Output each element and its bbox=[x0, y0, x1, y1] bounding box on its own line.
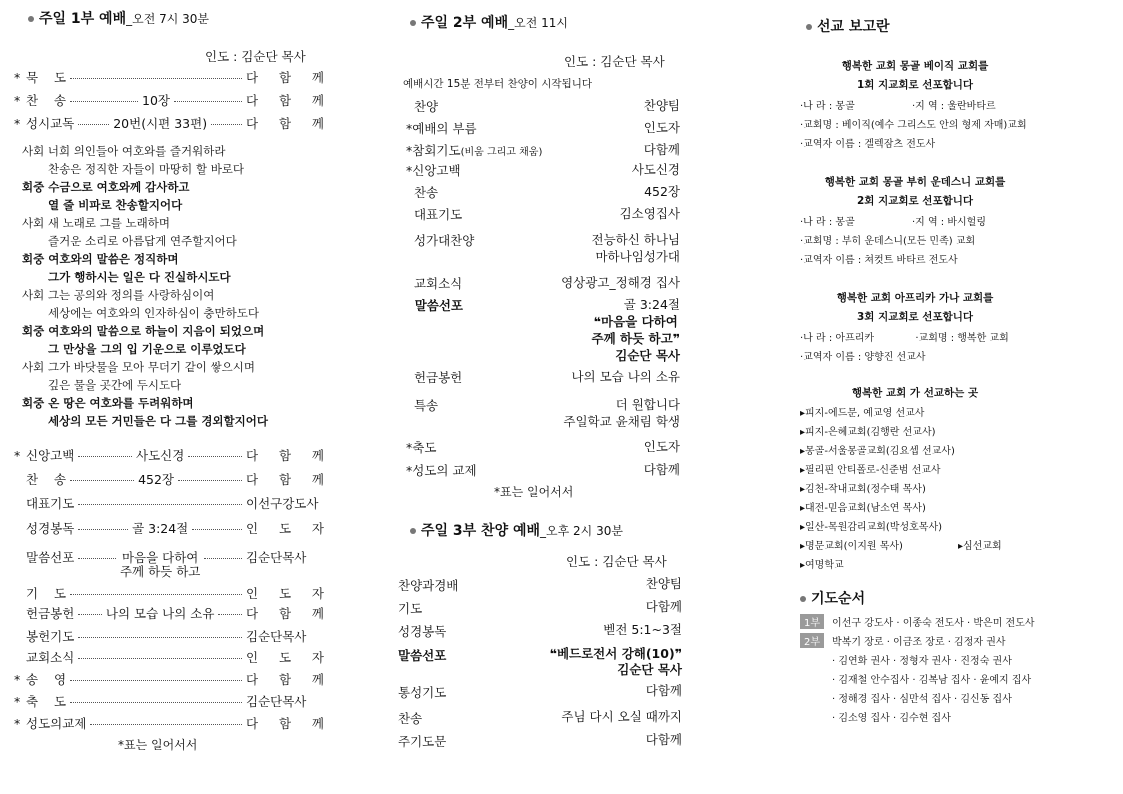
item-label: 말씀선포 bbox=[26, 550, 75, 565]
item-detail: 20번(시편 33편) bbox=[113, 116, 208, 131]
dot-leader bbox=[204, 558, 242, 559]
dot-leader bbox=[192, 529, 242, 530]
mission-block-head2: 2회 지교회로 선포합니다 bbox=[856, 195, 974, 207]
dot-leader bbox=[78, 614, 102, 615]
item-label: 교회소식 bbox=[26, 650, 75, 665]
detail-line: ❝마음을 다하여 bbox=[593, 314, 678, 329]
item-detail: 사도신경 bbox=[136, 448, 185, 463]
mission-list-item: ▸대전-믿음교회(남소연 목사) bbox=[800, 503, 926, 514]
item-sub: (비움 그리고 채움) bbox=[460, 147, 543, 158]
mission-block-line: ·나 라 : 몽골 ·지 역 : 울란바타르 bbox=[800, 101, 996, 112]
prayer-line bbox=[832, 652, 1012, 667]
service1-item bbox=[14, 68, 324, 86]
item-label: 찬 송 bbox=[26, 93, 67, 108]
item-label: 성경봉독 bbox=[398, 624, 447, 639]
item-label: 묵 도 bbox=[26, 70, 67, 85]
responsive-line: 깊은 물을 곳간에 두시도다 bbox=[48, 378, 182, 392]
item-label: *예배의 부름 bbox=[406, 121, 477, 136]
item-person: 다 함 께 bbox=[246, 116, 324, 131]
prayer-names: · 김연화 권사 · 정형자 권사 · 진정숙 권사 bbox=[832, 656, 1012, 667]
service2-footnote: *표는 일어서서 bbox=[494, 485, 574, 499]
dot-leader bbox=[211, 124, 242, 125]
detail-line: 골 3:24절 bbox=[623, 297, 680, 312]
stand-mark: * bbox=[14, 93, 21, 108]
service1-leader: 인도 : 김순단 목사 bbox=[205, 49, 306, 64]
detail-line: 주일학교 윤채림 학생 bbox=[563, 414, 680, 429]
mission-list-item: ▸필리핀 안티폴로-신준범 선교사 bbox=[800, 465, 941, 476]
responsive-line: 그가 행하시는 일은 다 진실하시도다 bbox=[48, 270, 231, 284]
item-detail bbox=[563, 396, 680, 430]
mission-list-item: ▸몽골-서울몽골교회(김요셉 선교사) bbox=[800, 446, 955, 457]
item-label: 성도의교제 bbox=[26, 716, 87, 731]
item-detail bbox=[644, 183, 680, 200]
mission-block-line: ·교역자 이름 : 쳐컷트 바타르 전도사 bbox=[800, 255, 958, 266]
prayer-names: · 정해경 집사 · 심만석 집사 · 김신동 집사 bbox=[832, 694, 1012, 705]
item-label: *참회기도(비움 그리고 채움) bbox=[406, 143, 543, 158]
item-label: 대표기도 bbox=[26, 496, 75, 511]
item-label: 신앙고백 bbox=[26, 448, 75, 463]
item-detail bbox=[644, 97, 680, 114]
detail-line: 다함께 bbox=[645, 683, 682, 698]
item-person: 다 함 께 bbox=[246, 93, 324, 108]
dot-leader bbox=[70, 702, 242, 703]
item-label: *신앙고백 bbox=[406, 163, 461, 178]
item-person: 김순단목사 bbox=[246, 550, 307, 565]
mission-block-head: 행복한 교회 아프리카 가나 교회를 bbox=[836, 292, 994, 304]
heading-time: _오전 7시 30분 bbox=[126, 12, 210, 26]
responsive-line: 회중 온 땅은 여호와를 두려워하며 bbox=[22, 396, 194, 410]
detail-line: 나의 모습 나의 소유 bbox=[571, 369, 680, 384]
item-person: 이선구강도사 bbox=[246, 496, 319, 511]
item-detail bbox=[592, 296, 681, 364]
responsive-line: 그 만상을 그의 입 기운으로 이루었도다 bbox=[48, 342, 246, 356]
item-label: 찬 송 bbox=[26, 472, 67, 487]
prayer-names: · 김소영 집사 · 김수현 집사 bbox=[832, 713, 951, 724]
responsive-line: 사회 그가 바닷물을 모아 무더기 같이 쌓으시며 bbox=[22, 360, 256, 374]
item-detail bbox=[620, 205, 680, 222]
item-label: 헌금봉헌 bbox=[406, 370, 463, 385]
item-person: 다 함 께 bbox=[246, 672, 324, 687]
item-detail: 10장 bbox=[142, 93, 171, 108]
detail-line: 찬양팀 bbox=[645, 576, 682, 591]
heading-title: 선교 보고란 bbox=[817, 19, 890, 35]
service1-item bbox=[14, 494, 324, 512]
prayer-names: 이선구 강도사 · 이종숙 전도사 · 박은미 전도사 bbox=[832, 618, 1035, 629]
dot-leader bbox=[78, 504, 242, 505]
service1-item bbox=[14, 670, 324, 688]
item-detail bbox=[644, 119, 680, 136]
detail-line: 사도신경 bbox=[631, 162, 680, 177]
item-detail bbox=[561, 709, 682, 725]
item-label: 교회소식 bbox=[406, 276, 463, 291]
item-label: 봉헌기도 bbox=[26, 629, 75, 644]
dot-leader bbox=[78, 658, 242, 659]
service1-item bbox=[14, 519, 324, 537]
service1-item bbox=[14, 692, 324, 710]
service2-note: 예배시간 15분 전부터 찬양이 시작됩니다 bbox=[403, 78, 592, 90]
item-person: 다 함 께 bbox=[246, 606, 324, 621]
dot-leader bbox=[70, 101, 138, 102]
item-detail: 골 3:24절 bbox=[132, 521, 189, 536]
item-detail bbox=[561, 274, 680, 291]
detail-line: 벧전 5:1~3절 bbox=[603, 622, 682, 637]
item-person: 다 함 께 bbox=[246, 70, 324, 85]
prayer-line bbox=[832, 690, 1012, 705]
service2-heading bbox=[410, 12, 568, 32]
item-label: *성도의 교제 bbox=[406, 463, 477, 478]
dot-leader bbox=[78, 637, 242, 638]
heading-time: _오후 2시 30분 bbox=[540, 524, 623, 538]
item-label: 특송 bbox=[406, 398, 439, 413]
stand-mark: * bbox=[14, 672, 21, 687]
dot-leader bbox=[188, 456, 242, 457]
detail-line: 다함께 bbox=[643, 462, 680, 477]
item-label: 기도 bbox=[398, 601, 423, 616]
dot-leader bbox=[78, 124, 109, 125]
mission-list-item: ▸피지-은혜교회(김행란 선교사) bbox=[800, 427, 936, 438]
item-detail bbox=[632, 161, 680, 178]
item-label: 말씀선포 bbox=[398, 648, 447, 663]
item-label: 찬송 bbox=[406, 185, 439, 200]
item-label: 찬양과경배 bbox=[398, 578, 459, 593]
dot-leader bbox=[78, 456, 132, 457]
heading-title: 주일 2부 예배 bbox=[421, 15, 509, 31]
detail-line: 인도자 bbox=[643, 439, 680, 454]
mission-list-item: ▸여명학교 bbox=[800, 560, 844, 571]
item-label: 성경봉독 bbox=[26, 521, 75, 536]
service1-heading bbox=[28, 8, 209, 28]
prayer-tag: 1부 bbox=[800, 614, 824, 629]
item-label: 대표기도 bbox=[406, 207, 463, 222]
detail-line: 다함께 bbox=[645, 732, 682, 747]
item-detail bbox=[644, 461, 680, 478]
dot-leader bbox=[78, 558, 116, 559]
item-person: 다 함 께 bbox=[246, 716, 324, 731]
item-label: *축도 bbox=[406, 440, 437, 455]
item-label: 통성기도 bbox=[398, 685, 447, 700]
mission-block-head: 행복한 교회 몽골 부히 운데스니 교회를 bbox=[824, 176, 1006, 188]
mission-list-item: ▸김천-작내교회(정수태 목사) bbox=[800, 484, 926, 495]
dot-leader bbox=[70, 680, 242, 681]
detail-line: 인도자 bbox=[643, 120, 680, 135]
detail-line: 전능하신 하나님 bbox=[591, 232, 680, 247]
stand-mark: * bbox=[14, 116, 21, 131]
item-detail bbox=[550, 646, 682, 678]
item-label: 찬송 bbox=[398, 711, 423, 726]
responsive-line: 찬송은 정직한 자들이 마땅히 할 바로다 bbox=[48, 162, 245, 176]
service1-item bbox=[14, 604, 324, 622]
stand-mark: * bbox=[14, 716, 21, 731]
detail-line: 마하나임성가대 bbox=[595, 249, 680, 264]
detail-line: 찬양팀 bbox=[643, 98, 680, 113]
item-person: 인 도 자 bbox=[246, 521, 325, 536]
mission-block-line: ·나 라 : 아프리카 ·교회명 : 행복한 교회 bbox=[800, 333, 1009, 344]
responsive-line: 회중 여호와의 말씀은 정직하며 bbox=[22, 252, 179, 266]
item-label: 성시교독 bbox=[26, 116, 75, 131]
item-detail: 마음을 다하여 주께 하듯 하고 bbox=[119, 550, 201, 579]
prayer-line bbox=[800, 633, 1006, 648]
heading-title: 기도순서 bbox=[811, 591, 866, 607]
item-label: 성가대찬양 bbox=[406, 233, 475, 248]
item-label: 헌금봉헌 bbox=[26, 606, 75, 621]
dot-leader bbox=[174, 101, 242, 102]
prayer-line bbox=[800, 614, 1035, 629]
detail-line: 주님 다시 오실 때까지 bbox=[561, 709, 682, 724]
service1-item bbox=[14, 584, 324, 602]
detail-line: 더 원합니다 bbox=[615, 397, 680, 412]
item-label: 말씀선포 bbox=[406, 298, 464, 313]
item-detail bbox=[644, 141, 680, 158]
service1-item bbox=[14, 470, 324, 488]
bullet-icon bbox=[806, 24, 812, 30]
service1-item bbox=[14, 548, 324, 579]
service1-footnote: *표는 일어서서 bbox=[118, 738, 198, 752]
mission-list-item: ▸일산-목원감리교회(박성호목사) bbox=[800, 522, 943, 533]
responsive-line: 열 줄 비파로 찬송할지어다 bbox=[48, 198, 183, 212]
service1-item bbox=[14, 91, 324, 109]
heading-title: 주일 1부 예배 bbox=[39, 11, 127, 27]
mission-list-item: ▸명문교회(이지원 목사) bbox=[800, 541, 903, 552]
item-detail bbox=[592, 231, 681, 265]
dot-leader bbox=[218, 614, 242, 615]
item-detail bbox=[646, 599, 682, 615]
mission-list-item: ▸피지-에드문, 예교영 선교사 bbox=[800, 408, 925, 419]
item-detail: 452장 bbox=[138, 472, 174, 487]
dot-leader bbox=[90, 724, 242, 725]
item-detail bbox=[571, 368, 680, 385]
responsive-line: 세상에는 여호와의 인자하심이 충만하도다 bbox=[48, 306, 259, 320]
bullet-icon bbox=[28, 16, 34, 22]
responsive-line: 세상의 모든 거민들은 다 그를 경외할지어다 bbox=[48, 414, 268, 428]
detail-line: 다함께 bbox=[645, 599, 682, 614]
item-person: 인 도 자 bbox=[246, 586, 324, 601]
detail-line: 주께 하듯 하고❞ bbox=[591, 331, 680, 346]
item-person: 김순단목사 bbox=[246, 629, 307, 644]
item-person: 다 함 께 bbox=[246, 448, 324, 463]
service3-heading bbox=[410, 520, 623, 540]
dot-leader bbox=[78, 529, 128, 530]
detail-line: 영상광고_정해경 집사 bbox=[561, 275, 680, 290]
item-detail bbox=[646, 732, 682, 748]
mission-heading bbox=[806, 16, 890, 36]
stand-mark: * bbox=[14, 694, 21, 709]
bullet-icon bbox=[410, 528, 416, 534]
dot-leader bbox=[70, 480, 134, 481]
item-detail bbox=[644, 438, 680, 455]
item-person: 다 함 께 bbox=[246, 472, 325, 487]
item-detail bbox=[646, 683, 682, 699]
item-person: 인 도 자 bbox=[246, 650, 324, 665]
item-label: 송 영 bbox=[26, 672, 67, 687]
service1-item bbox=[14, 714, 324, 732]
mission-block-line: ·교역자 이름 : 양향진 선교사 bbox=[800, 352, 926, 363]
responsive-line: 사회 그는 공의와 정의를 사랑하심이여 bbox=[22, 288, 215, 302]
service1-item bbox=[14, 114, 324, 132]
detail-line: 김순단 목사 bbox=[617, 662, 682, 677]
mission-block-head2: 1회 지교회로 선포합니다 bbox=[856, 79, 974, 91]
responsive-line: 즐거운 소리로 아름답게 연주할지어다 bbox=[48, 234, 237, 248]
mission-list-head: 행복한 교회 가 선교하는 곳 bbox=[851, 387, 979, 399]
prayer-heading bbox=[800, 588, 865, 608]
mission-block-line: ·나 라 : 몽골 ·지 역 : 바시헐링 bbox=[800, 217, 986, 228]
stand-mark: * bbox=[14, 70, 21, 85]
item-label: 축 도 bbox=[26, 694, 67, 709]
responsive-line: 회중 수금으로 여호와께 감사하고 bbox=[22, 180, 190, 194]
item-detail bbox=[603, 622, 682, 638]
item-label: 기 도 bbox=[26, 586, 67, 601]
heading-title: 주일 3부 찬양 예배 bbox=[421, 523, 541, 539]
prayer-line bbox=[832, 671, 1031, 686]
mission-block-head: 행복한 교회 몽골 베이직 교회를 bbox=[841, 60, 989, 72]
prayer-names: · 김재철 안수집사 · 김복남 집사 · 윤예지 집사 bbox=[832, 675, 1032, 686]
detail-line: 김소영집사 bbox=[619, 206, 680, 221]
prayer-line bbox=[832, 709, 951, 724]
item-label: 주기도문 bbox=[398, 734, 447, 749]
item-label: 찬양 bbox=[406, 99, 439, 114]
item-person: 김순단목사 bbox=[246, 694, 307, 709]
detail-line: 김순단 목사 bbox=[615, 348, 680, 363]
item-detail: 나의 모습 나의 소유 bbox=[105, 606, 215, 621]
service1-item bbox=[14, 627, 324, 645]
detail-line: 452장 bbox=[644, 184, 680, 199]
dot-leader bbox=[70, 78, 242, 79]
mission-block-line: ·교역자 이름 : 겔렉잠츠 전도사 bbox=[800, 139, 936, 150]
mission-block-head2: 3회 지교회로 선포합니다 bbox=[856, 311, 974, 323]
responsive-line: 사회 너희 의인들아 여호와를 즐거워하라 bbox=[22, 144, 226, 158]
dot-leader bbox=[178, 480, 242, 481]
heading-time: _오전 11시 bbox=[508, 16, 568, 30]
prayer-tag: 2부 bbox=[800, 633, 824, 648]
detail-line: 다함께 bbox=[643, 142, 680, 157]
item-detail bbox=[646, 576, 682, 592]
bullet-icon bbox=[410, 20, 416, 26]
stand-mark: * bbox=[14, 448, 21, 463]
prayer-names: 박복기 장로 · 이금조 장로 · 김정자 권사 bbox=[832, 637, 1006, 648]
responsive-line: 회중 여호와의 말씀으로 하늘이 지음이 되었으며 bbox=[22, 324, 265, 338]
mission-block-line: ·교회명 : 부히 운데스니(모든 민족) 교회 bbox=[800, 236, 976, 247]
detail-line: ❝베드로전서 강해(10)❞ bbox=[549, 646, 682, 661]
mission-list-item: ▸심선교회 bbox=[958, 541, 1002, 552]
service1-item bbox=[14, 446, 324, 464]
service3-leader: 인도 : 김순단 목사 bbox=[566, 554, 667, 569]
mission-block-line: ·교회명 : 베이직(예수 그리스도 안의 형제 자매)교회 bbox=[800, 120, 1027, 131]
service1-item bbox=[14, 648, 324, 666]
service2-leader: 인도 : 김순단 목사 bbox=[564, 54, 665, 69]
dot-leader bbox=[70, 594, 242, 595]
bullet-icon bbox=[800, 596, 806, 602]
responsive-line: 사회 새 노래로 그를 노래하며 bbox=[22, 216, 170, 230]
